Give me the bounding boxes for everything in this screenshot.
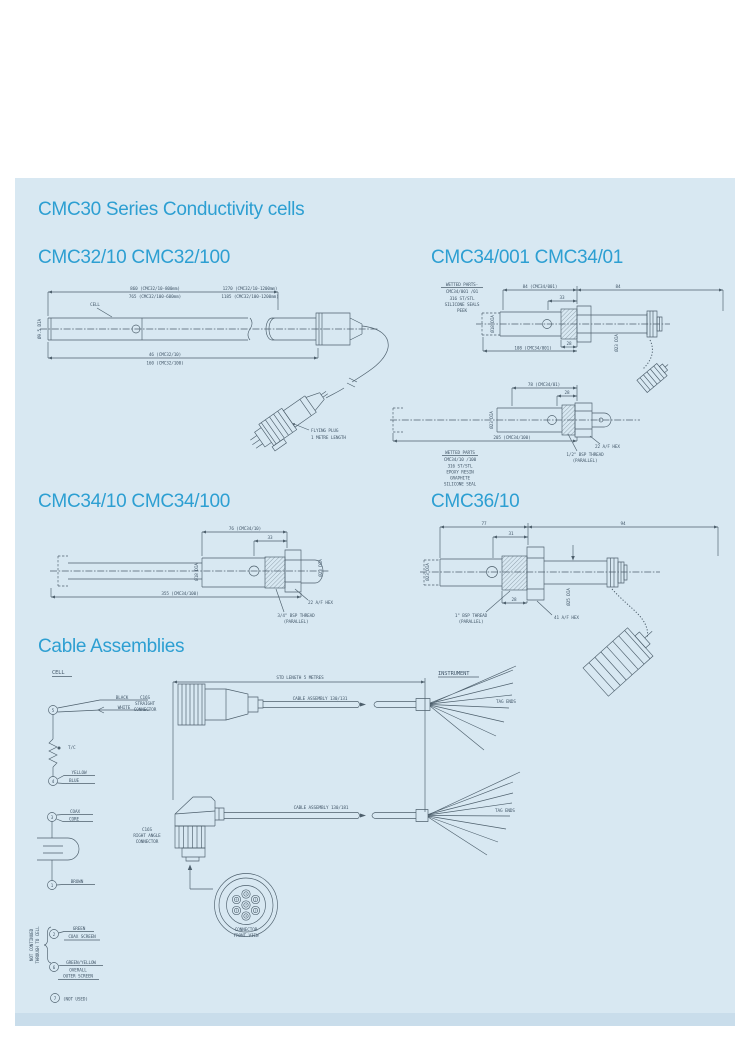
dim-label: 28 [511,598,517,603]
assembly-label: CABLE ASSEMBLY 130/181 [293,806,349,811]
straight-connector [178,684,263,725]
wetted-parts-note: EPOXY RESIN [446,470,474,476]
wire-label: GREEN/YELLOW [66,961,96,966]
section-title-cable-assemblies: Cable Assemblies [38,636,185,657]
wire-label: BLUE [69,779,79,784]
wire-label: T/C [68,746,76,751]
page-title: CMC30 Series Conductivity cells [38,199,305,220]
dia-label: Ø18 DIA [491,315,496,333]
protective-cap [583,617,665,696]
note-label: THROUGH TO CELL [36,926,41,964]
dim-label: 1185 (CMC32/100-1200mm) [221,295,279,300]
assembly-label: CABLE ASSEMBLY 130/131 [292,697,348,702]
cell-label: CELL [52,670,65,676]
wetted-parts-note: SILICONE SEAL [443,482,477,488]
wire-label: OVERALL [69,968,87,974]
wire-label: GREEN [72,927,86,932]
dim-label: 860 (CMC32/10-800mm) [130,287,180,292]
terminal-number: 7 [53,996,57,1001]
instrument-label: INSTRUMENT [438,671,470,677]
wire-label: COAX SCREEN [68,935,96,940]
wire-label: BLACK [115,696,129,701]
thread-label: (PARALLEL) [572,459,598,464]
hex-label: 41 A/F HEX [554,616,579,621]
hex-label: 22 A/F HEX [595,445,620,450]
wetted-parts-note: 316 ST/STL [449,297,475,302]
thread-label: (PARALLEL) [283,620,309,625]
connector-label: CONNECTOR [133,708,157,713]
dim-label: 355 (CMC34/100) [161,592,199,597]
wire-label: OUTER SCREEN [63,974,93,980]
hex-label: 22 A/F HEX [308,601,333,606]
thread-label: (PARALLEL) [458,620,484,625]
terminal-number: 3 [50,815,54,820]
protective-cap [637,358,673,392]
wire-label: BROWN [70,880,84,885]
tag-ends-label: TAG ENDS [495,809,515,814]
dia-label: Ø23 DIA [490,411,495,429]
cmc34-01-drawing [390,382,640,488]
front-view-label: CONNECTOR [234,928,258,933]
dia-label: Ø25 DIA [567,588,572,606]
terminal-number: 2 [52,932,56,937]
thread-label: 1/2" BSP THREAD [566,453,604,458]
wire-label: YELLOW [71,771,87,776]
cmc34-001-drawing [441,282,723,392]
cmc34-10-drawing [50,526,333,625]
wetted-parts-note: CMC34/001 /01 [445,290,479,295]
note-label: NOT CONTINUED [30,928,35,962]
front-view-label: FRONT VIEW [233,934,259,939]
terminal-number: 6 [52,965,56,970]
dim-label: 31 [508,532,514,537]
dim-label: 1270 (CMC32/10-1200mm) [222,287,278,292]
dim-label: 77 [481,522,487,527]
wetted-parts-note: WETTED PARTS- [445,283,479,288]
dim-label: 765 (CMC32/100-600mm) [128,295,182,300]
thread-label: 3/4" BSP THREAD [277,614,315,619]
section-title-cmc36: CMC36/10 [431,491,520,512]
cmc32-drawing [36,286,388,459]
connector-label: STRAIGHT [135,702,155,707]
dim-label: 108 (CMC34/001) [514,346,552,352]
wetted-parts-note: PEEK [457,309,467,314]
pin-number: 7 [245,903,247,907]
flying-plug-label: 1 METRE LENGTH [311,436,346,441]
connector-label: C16S [140,696,150,701]
dim-label: 84 [615,285,621,290]
dim-label: STD LENGTH 5 METRES [276,676,324,681]
pin-number: 5 [235,908,238,913]
wetted-parts-note: SILICONE SEALS [444,303,480,308]
thread-label: 1" BSP THREAD [454,614,488,619]
flying-plug [245,382,337,460]
dim-label: 33 [267,536,273,541]
dim-label: 84 (CMC34/001) [522,285,558,290]
dia-label: Ø18 DIA [195,563,200,581]
section-title-cmc34-001: CMC34/001 CMC34/01 [431,247,624,268]
wetted-parts-note: GRAPHITE [450,476,470,482]
cable-assemblies-drawing [29,666,520,1003]
wetted-parts-note: 316 ST/STL [447,464,473,470]
connector-label: CONNECTOR [135,840,159,845]
dim-label: 76 (CMC34/10) [228,527,262,532]
right-angle-connector [175,797,224,861]
section-title-cmc32: CMC32/10 CMC32/100 [38,247,231,268]
section-title-cmc34-10: CMC34/10 CMC34/100 [38,491,231,512]
cell-label: CELL [90,302,100,307]
wire-label: CORE [69,817,79,823]
dim-label: 160 (CMC32/100) [146,361,184,367]
dim-label: 78 (CMC34/01) [527,383,561,388]
wetted-parts-note: WETTED PARTS [445,451,475,456]
dim-label: 46 (CMC32/10) [148,353,182,358]
dia-label: Ø9.5 DIA [38,319,43,339]
terminal-number: 1 [50,883,54,888]
dim-label: 33 [559,296,565,301]
connector-label: C16S [142,828,152,833]
dim-label: 28 [564,391,570,396]
dia-label: Ø23 DIA [615,334,620,352]
pin-number: 6 [235,897,238,902]
dia-label: Ø23 DIA [426,563,431,581]
terminal-number: 4 [51,779,55,784]
terminal-number: 5 [51,708,55,713]
cmc36-10-drawing [420,521,718,696]
flying-plug-label: FLYING PLUG [311,429,339,434]
dim-label: 205 (CMC34/100) [493,436,531,441]
tag-ends-label: TAG ENDS [496,700,516,705]
wire-label: COAX [70,810,80,815]
dim-label: 28 [566,342,572,347]
pin-number: 3 [254,908,257,913]
pin-number: 2 [254,897,257,902]
pin-number: 4 [245,914,247,918]
wire-label: (NOT USED) [63,997,88,1003]
wetted-parts-note: CMC34/10 /100 [443,458,477,463]
dim-label: 94 [620,522,626,527]
dia-label: Ø23 DIA [319,559,324,577]
wire-label: WHITE [117,706,131,711]
pin-number: 1 [245,892,247,896]
connector-label: RIGHT ANGLE [133,834,161,839]
